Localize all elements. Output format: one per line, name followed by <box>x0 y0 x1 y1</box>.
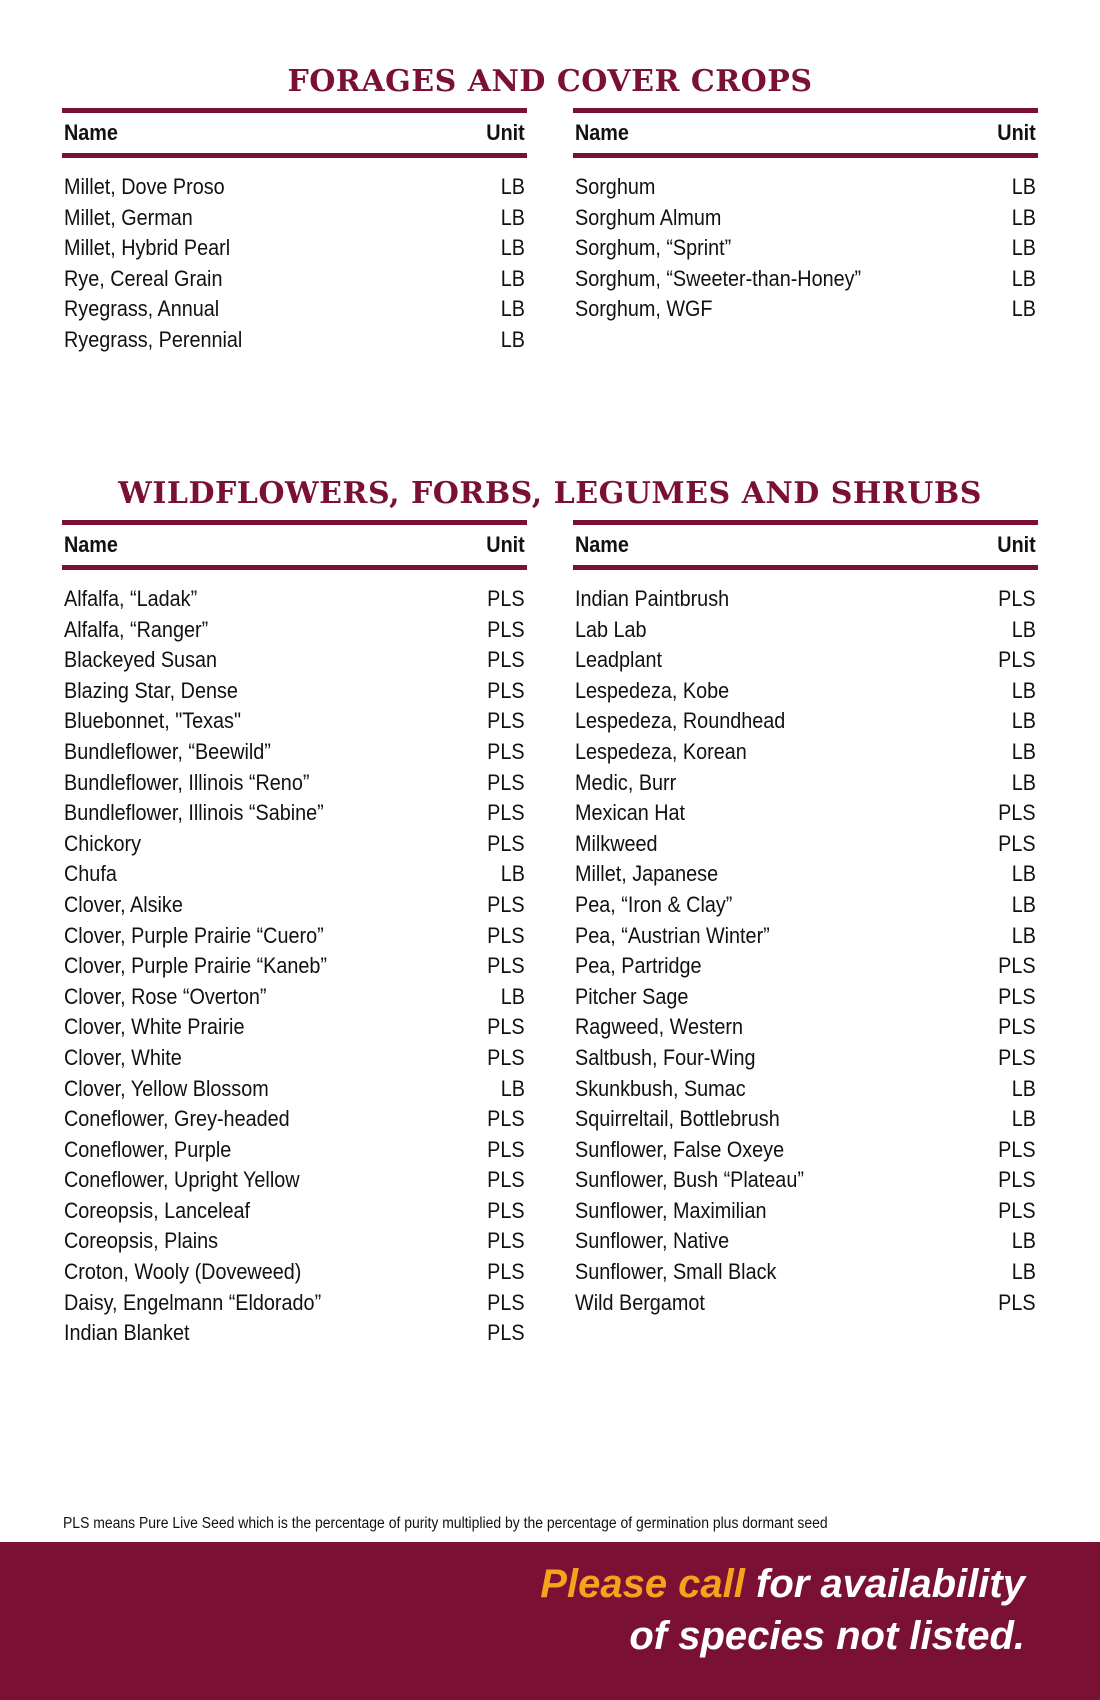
item-unit: LB <box>1011 861 1036 887</box>
item-unit: PLS <box>998 1044 1036 1070</box>
item-unit: PLS <box>998 830 1036 856</box>
item-unit: LB <box>1011 265 1036 291</box>
item-name: Clover, Yellow Blossom <box>64 1075 269 1101</box>
item-unit: PLS <box>998 1014 1036 1040</box>
list-item <box>573 1226 1038 1257</box>
forages-right-header <box>573 108 1038 158</box>
item-unit: PLS <box>487 953 525 979</box>
item-unit: PLS <box>998 800 1036 826</box>
list-item <box>62 1104 527 1135</box>
item-name: Leadplant <box>575 647 662 673</box>
item-unit: LB <box>1011 1228 1036 1254</box>
item-unit: LB <box>1011 1259 1036 1285</box>
item-unit: LB <box>1011 616 1036 642</box>
forages-left-list <box>62 172 527 356</box>
list-item <box>62 325 527 356</box>
list-item <box>62 1165 527 1196</box>
list-item <box>573 1074 1038 1105</box>
list-item <box>573 203 1038 234</box>
item-unit: LB <box>500 296 525 322</box>
item-unit: LB <box>1011 235 1036 261</box>
item-unit: LB <box>1011 1075 1036 1101</box>
item-unit: LB <box>1011 922 1036 948</box>
item-name: Skunkbush, Sumac <box>575 1075 746 1101</box>
wildflowers-right-header <box>573 520 1038 570</box>
item-unit: PLS <box>487 647 525 673</box>
item-name: Coreopsis, Plains <box>64 1228 219 1254</box>
item-name: Sorghum Almum <box>575 204 722 230</box>
list-item <box>62 1074 527 1105</box>
item-unit: LB <box>500 983 525 1009</box>
item-name: Sorghum, WGF <box>575 296 713 322</box>
list-item <box>62 798 527 829</box>
item-unit: LB <box>1011 769 1036 795</box>
item-name: Clover, Rose “Overton” <box>64 983 267 1009</box>
forages-left-header <box>62 108 527 158</box>
item-name: Millet, Japanese <box>575 861 719 887</box>
item-name: Clover, White <box>64 1044 182 1070</box>
list-item <box>573 798 1038 829</box>
item-name: Bundleflower, “Beewild” <box>64 738 271 764</box>
item-unit: LB <box>1011 891 1036 917</box>
banner-accent-text: Please call <box>540 1562 745 1606</box>
item-name: Sunflower, Native <box>575 1228 730 1254</box>
list-item <box>573 1043 1038 1074</box>
list-item <box>62 233 527 264</box>
list-item <box>573 859 1038 890</box>
item-unit: PLS <box>998 1167 1036 1193</box>
item-unit: LB <box>500 861 525 887</box>
item-name: Sorghum, “Sweeter-than-Honey” <box>575 265 862 291</box>
item-name: Sunflower, Bush “Plateau” <box>575 1167 804 1193</box>
item-unit: PLS <box>487 1014 525 1040</box>
item-unit: PLS <box>998 586 1036 611</box>
item-name: Millet, German <box>64 204 193 230</box>
list-item <box>573 1257 1038 1288</box>
item-name: Blackeyed Susan <box>64 647 217 673</box>
list-item <box>62 1226 527 1257</box>
item-name: Sunflower, False Oxeye <box>575 1136 785 1162</box>
item-unit: PLS <box>487 1167 525 1193</box>
item-unit: PLS <box>487 1197 525 1223</box>
list-item <box>573 737 1038 768</box>
list-item <box>573 982 1038 1013</box>
item-unit: LB <box>500 235 525 261</box>
list-item <box>62 1288 527 1319</box>
list-item <box>573 233 1038 264</box>
item-name: Sunflower, Maximilian <box>575 1197 767 1223</box>
item-unit: PLS <box>487 1228 525 1254</box>
list-item <box>62 859 527 890</box>
item-unit: PLS <box>998 1136 1036 1162</box>
item-unit: PLS <box>487 708 525 734</box>
wildflowers-left-header <box>62 520 527 570</box>
forages-right-column <box>573 108 1038 325</box>
item-name: Coneflower, Grey-headed <box>64 1106 290 1132</box>
list-item <box>573 294 1038 325</box>
column-header-name: Name <box>64 532 118 557</box>
column-header-unit: Unit <box>486 532 525 557</box>
list-item <box>62 172 527 203</box>
item-name: Squirreltail, Bottlebrush <box>575 1106 780 1132</box>
item-name: Wild Bergamot <box>575 1289 705 1315</box>
list-item <box>573 829 1038 860</box>
item-unit: PLS <box>487 677 525 703</box>
item-name: Lespedeza, Roundhead <box>575 708 786 734</box>
item-name: Millet, Hybrid Pearl <box>64 235 231 261</box>
item-name: Mexican Hat <box>575 800 686 826</box>
item-unit: LB <box>1011 296 1036 322</box>
item-name: Clover, White Prairie <box>64 1014 245 1040</box>
item-unit: PLS <box>487 1259 525 1285</box>
item-unit: PLS <box>998 1197 1036 1223</box>
forages-left-column <box>62 108 527 356</box>
item-name: Chickory <box>64 830 142 856</box>
item-unit: PLS <box>998 647 1036 673</box>
banner-line-1 <box>540 1562 1025 1607</box>
item-name: Ryegrass, Annual <box>64 296 220 322</box>
banner-line-2: of species not listed. <box>629 1614 1025 1658</box>
item-name: Coneflower, Upright Yellow <box>64 1167 300 1193</box>
wildflowers-right-list <box>573 584 1038 1318</box>
item-unit: PLS <box>487 738 525 764</box>
item-name: Chufa <box>64 861 117 887</box>
list-item <box>573 1012 1038 1043</box>
item-unit: PLS <box>487 800 525 826</box>
list-item <box>62 890 527 921</box>
item-name: Alfalfa, “Ladak” <box>64 586 198 611</box>
list-item <box>573 1104 1038 1135</box>
list-item <box>62 829 527 860</box>
list-item <box>573 951 1038 982</box>
item-unit: PLS <box>487 922 525 948</box>
item-unit: PLS <box>487 616 525 642</box>
list-item <box>573 1196 1038 1227</box>
item-name: Medic, Burr <box>575 769 677 795</box>
list-item <box>62 1135 527 1166</box>
item-unit: PLS <box>487 830 525 856</box>
list-item <box>573 921 1038 952</box>
item-name: Indian Blanket <box>64 1320 190 1346</box>
item-unit: PLS <box>487 586 525 611</box>
list-item <box>573 768 1038 799</box>
item-name: Lab Lab <box>575 616 647 642</box>
column-header-name: Name <box>575 120 629 145</box>
list-item <box>62 1257 527 1288</box>
item-unit: LB <box>1011 204 1036 230</box>
list-item <box>62 1012 527 1043</box>
item-name: Indian Paintbrush <box>575 586 730 611</box>
item-name: Sunflower, Small Black <box>575 1259 777 1285</box>
item-name: Saltbush, Four-Wing <box>575 1044 756 1070</box>
item-unit: PLS <box>487 1106 525 1132</box>
item-name: Rye, Cereal Grain <box>64 265 223 291</box>
item-unit: LB <box>1011 1106 1036 1132</box>
item-unit: PLS <box>998 953 1036 979</box>
item-unit: PLS <box>998 983 1036 1009</box>
item-name: Alfalfa, “Ranger” <box>64 616 209 642</box>
list-item <box>62 1196 527 1227</box>
item-unit: PLS <box>487 1320 525 1346</box>
item-unit: PLS <box>487 891 525 917</box>
item-name: Millet, Dove Proso <box>64 174 225 199</box>
item-name: Clover, Purple Prairie “Cuero” <box>64 922 324 948</box>
item-name: Milkweed <box>575 830 658 856</box>
list-item <box>573 645 1038 676</box>
list-item <box>62 676 527 707</box>
column-header-name: Name <box>64 120 118 145</box>
list-item <box>62 203 527 234</box>
item-name: Pea, “Iron & Clay” <box>575 891 733 917</box>
item-name: Pitcher Sage <box>575 983 689 1009</box>
item-name: Croton, Wooly (Doveweed) <box>64 1259 302 1285</box>
list-item <box>62 264 527 295</box>
item-unit: LB <box>500 174 525 199</box>
list-item <box>573 1165 1038 1196</box>
list-item <box>62 584 527 615</box>
wildflowers-left-column <box>62 520 527 1349</box>
item-unit: LB <box>1011 708 1036 734</box>
item-unit: LB <box>500 265 525 291</box>
list-item <box>62 645 527 676</box>
item-unit: PLS <box>998 1289 1036 1315</box>
item-name: Bundleflower, Illinois “Sabine” <box>64 800 324 826</box>
item-unit: PLS <box>487 769 525 795</box>
item-name: Sorghum <box>575 174 656 199</box>
wildflowers-right-column <box>573 520 1038 1318</box>
item-name: Ragweed, Western <box>575 1014 744 1040</box>
item-unit: LB <box>500 1075 525 1101</box>
forages-right-list <box>573 172 1038 325</box>
list-item <box>62 737 527 768</box>
column-header-unit: Unit <box>997 120 1036 145</box>
list-item <box>62 1318 527 1349</box>
list-item <box>573 615 1038 646</box>
column-header-name: Name <box>575 532 629 557</box>
column-header-unit: Unit <box>486 120 525 145</box>
list-item <box>573 1288 1038 1319</box>
item-name: Clover, Alsike <box>64 891 183 917</box>
list-item <box>62 982 527 1013</box>
list-item <box>573 172 1038 203</box>
list-item <box>573 890 1038 921</box>
item-unit: PLS <box>487 1289 525 1315</box>
item-unit: LB <box>1011 174 1036 199</box>
list-item <box>573 1135 1038 1166</box>
list-item <box>62 768 527 799</box>
item-unit: PLS <box>487 1044 525 1070</box>
item-unit: LB <box>1011 738 1036 764</box>
item-name: Blazing Star, Dense <box>64 677 238 703</box>
item-name: Lespedeza, Korean <box>575 738 747 764</box>
wildflowers-section-title: WILDFLOWERS, FORBS, LEGUMES AND SHRUBS <box>118 476 982 511</box>
item-name: Daisy, Engelmann “Eldorado” <box>64 1289 322 1315</box>
banner-line-1-rest: for availability <box>744 1562 1025 1606</box>
list-item <box>62 615 527 646</box>
wildflowers-left-list <box>62 584 527 1349</box>
item-name: Bluebonnet, "Texas" <box>64 708 241 734</box>
item-unit: LB <box>500 204 525 230</box>
availability-banner <box>0 1542 1100 1700</box>
item-name: Ryegrass, Perennial <box>64 326 243 352</box>
column-header-unit: Unit <box>997 532 1036 557</box>
item-name: Coreopsis, Lanceleaf <box>64 1197 251 1223</box>
item-name: Pea, Partridge <box>575 953 702 979</box>
list-item <box>62 294 527 325</box>
list-item <box>573 584 1038 615</box>
pls-footnote: PLS means Pure Live Seed which is the percentage of purity multiplied by the percentage of germination plus dormant seed <box>63 1515 828 1532</box>
item-unit: LB <box>1011 677 1036 703</box>
item-name: Bundleflower, Illinois “Reno” <box>64 769 310 795</box>
item-name: Lespedeza, Kobe <box>575 677 730 703</box>
list-item <box>573 676 1038 707</box>
item-name: Clover, Purple Prairie “Kaneb” <box>64 953 328 979</box>
list-item <box>62 951 527 982</box>
list-item <box>62 921 527 952</box>
item-name: Coneflower, Purple <box>64 1136 232 1162</box>
item-name: Sorghum, “Sprint” <box>575 235 732 261</box>
item-name: Pea, “Austrian Winter” <box>575 922 770 948</box>
forages-section-title: FORAGES AND COVER CROPS <box>287 64 813 99</box>
list-item <box>573 706 1038 737</box>
item-unit: PLS <box>487 1136 525 1162</box>
list-item <box>573 264 1038 295</box>
item-unit: LB <box>500 326 525 352</box>
list-item <box>62 706 527 737</box>
list-item <box>62 1043 527 1074</box>
